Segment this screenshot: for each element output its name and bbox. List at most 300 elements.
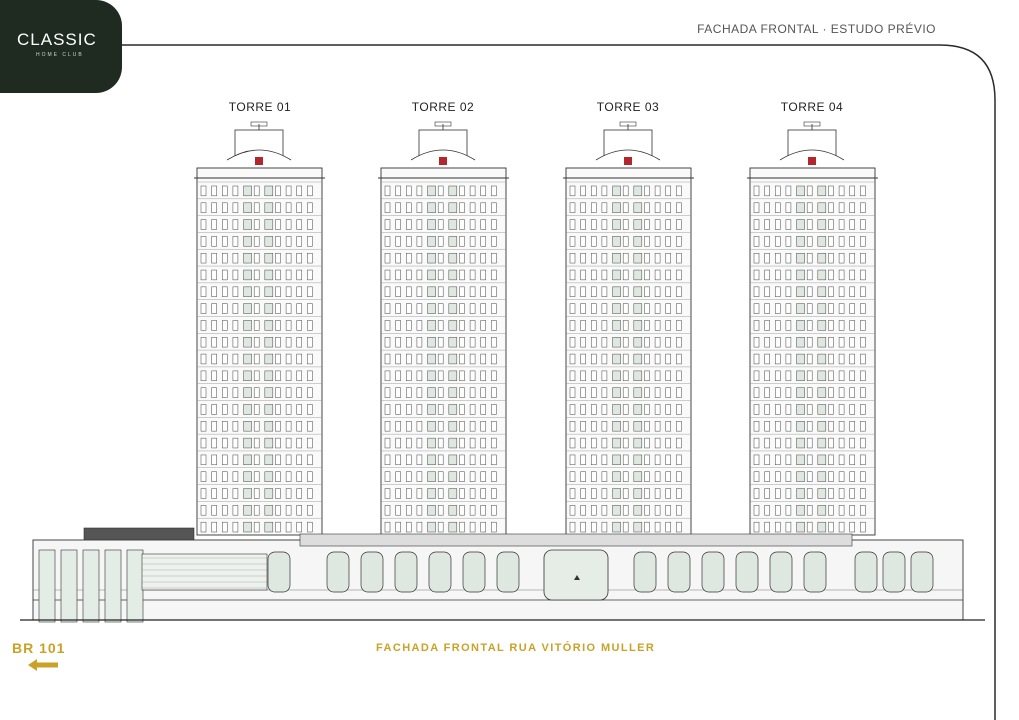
window	[470, 505, 475, 515]
window	[254, 438, 259, 448]
window	[212, 320, 217, 330]
balcony	[265, 522, 273, 532]
balcony	[449, 287, 457, 297]
window	[839, 354, 844, 364]
tower-label-01: TORRE 01	[228, 100, 292, 114]
window	[828, 405, 833, 415]
window	[807, 438, 812, 448]
window	[385, 236, 390, 246]
window	[765, 455, 770, 465]
window	[275, 320, 280, 330]
window	[623, 270, 628, 280]
window	[775, 388, 780, 398]
window	[417, 505, 422, 515]
window	[307, 203, 312, 213]
window	[839, 203, 844, 213]
window	[438, 522, 443, 532]
window	[786, 287, 791, 297]
window	[307, 236, 312, 246]
window	[591, 320, 596, 330]
balcony	[244, 371, 252, 381]
window	[666, 320, 671, 330]
balcony	[818, 371, 826, 381]
window	[655, 371, 660, 381]
window	[233, 203, 238, 213]
window	[286, 522, 291, 532]
window	[786, 388, 791, 398]
arched-window	[668, 552, 690, 592]
window	[254, 405, 259, 415]
window	[307, 220, 312, 230]
window	[602, 405, 607, 415]
window	[222, 320, 227, 330]
window	[860, 304, 865, 314]
window	[406, 505, 411, 515]
window	[385, 455, 390, 465]
window	[807, 337, 812, 347]
window	[254, 472, 259, 482]
window	[307, 489, 312, 499]
window	[591, 438, 596, 448]
window	[417, 220, 422, 230]
window	[786, 489, 791, 499]
window	[775, 522, 780, 532]
window	[212, 388, 217, 398]
balcony	[449, 438, 457, 448]
window	[765, 522, 770, 532]
balcony	[265, 405, 273, 415]
window	[644, 304, 649, 314]
balcony	[265, 455, 273, 465]
balcony	[613, 438, 621, 448]
balcony	[797, 421, 805, 431]
window	[481, 438, 486, 448]
window	[591, 354, 596, 364]
window	[765, 489, 770, 499]
window	[286, 489, 291, 499]
window	[602, 472, 607, 482]
window	[786, 203, 791, 213]
window	[765, 371, 770, 381]
window	[850, 354, 855, 364]
window	[385, 304, 390, 314]
window	[275, 253, 280, 263]
balcony	[634, 320, 642, 330]
window	[786, 253, 791, 263]
balcony	[818, 421, 826, 431]
balcony	[449, 388, 457, 398]
window	[254, 371, 259, 381]
window	[481, 472, 486, 482]
window	[275, 186, 280, 196]
window	[807, 388, 812, 398]
window	[438, 287, 443, 297]
balcony	[244, 287, 252, 297]
window	[212, 186, 217, 196]
balcony	[428, 236, 436, 246]
window	[297, 220, 302, 230]
window	[286, 287, 291, 297]
window	[297, 186, 302, 196]
window	[828, 337, 833, 347]
window	[385, 320, 390, 330]
window	[222, 388, 227, 398]
window	[623, 304, 628, 314]
window	[481, 220, 486, 230]
window	[307, 522, 312, 532]
window	[286, 236, 291, 246]
window	[417, 371, 422, 381]
window	[623, 438, 628, 448]
window	[786, 371, 791, 381]
window	[850, 203, 855, 213]
window	[212, 287, 217, 297]
window	[581, 354, 586, 364]
window	[655, 236, 660, 246]
balcony	[797, 220, 805, 230]
balcony	[634, 186, 642, 196]
window	[233, 371, 238, 381]
balcony	[244, 304, 252, 314]
window	[459, 186, 464, 196]
balcony	[244, 220, 252, 230]
balcony	[818, 405, 826, 415]
window	[491, 489, 496, 499]
window	[655, 203, 660, 213]
window	[666, 236, 671, 246]
window	[839, 472, 844, 482]
balcony	[634, 371, 642, 381]
window	[581, 236, 586, 246]
window	[481, 236, 486, 246]
window	[286, 354, 291, 364]
window	[676, 320, 681, 330]
window	[754, 304, 759, 314]
window	[655, 287, 660, 297]
window	[570, 455, 575, 465]
window	[807, 421, 812, 431]
window	[491, 354, 496, 364]
balcony	[428, 354, 436, 364]
window	[470, 354, 475, 364]
window	[396, 371, 401, 381]
window	[254, 220, 259, 230]
window	[286, 438, 291, 448]
window	[307, 337, 312, 347]
window	[254, 304, 259, 314]
window	[254, 253, 259, 263]
window	[644, 522, 649, 532]
window	[286, 320, 291, 330]
window	[212, 421, 217, 431]
balcony	[449, 203, 457, 213]
window	[850, 371, 855, 381]
window	[786, 472, 791, 482]
window	[786, 304, 791, 314]
window	[775, 421, 780, 431]
window	[754, 354, 759, 364]
balcony	[797, 203, 805, 213]
window	[470, 438, 475, 448]
window	[775, 455, 780, 465]
window	[676, 371, 681, 381]
balcony	[244, 270, 252, 280]
window	[406, 337, 411, 347]
window	[222, 505, 227, 515]
window	[417, 337, 422, 347]
window	[666, 472, 671, 482]
window	[201, 505, 206, 515]
window	[470, 220, 475, 230]
window	[754, 337, 759, 347]
window	[459, 489, 464, 499]
window	[602, 220, 607, 230]
window	[396, 421, 401, 431]
balcony	[634, 421, 642, 431]
window	[655, 337, 660, 347]
window	[860, 236, 865, 246]
window	[602, 203, 607, 213]
window	[491, 253, 496, 263]
window	[222, 186, 227, 196]
balcony	[634, 220, 642, 230]
window	[233, 472, 238, 482]
window	[786, 186, 791, 196]
window	[212, 455, 217, 465]
balcony	[244, 421, 252, 431]
window	[297, 405, 302, 415]
window	[570, 354, 575, 364]
window	[754, 388, 759, 398]
window	[860, 270, 865, 280]
window	[438, 253, 443, 263]
window	[839, 304, 844, 314]
window	[406, 371, 411, 381]
window	[644, 287, 649, 297]
balcony	[428, 220, 436, 230]
balcony	[797, 489, 805, 499]
balcony	[797, 505, 805, 515]
window	[666, 505, 671, 515]
window	[212, 489, 217, 499]
window	[491, 337, 496, 347]
window	[233, 505, 238, 515]
window	[839, 505, 844, 515]
balcony	[244, 186, 252, 196]
window	[222, 236, 227, 246]
window	[765, 388, 770, 398]
window	[754, 220, 759, 230]
window	[676, 253, 681, 263]
balcony	[244, 236, 252, 246]
balcony	[818, 455, 826, 465]
balcony	[244, 505, 252, 515]
logo-subtitle: HOME CLUB	[36, 52, 84, 58]
balcony	[244, 438, 252, 448]
window	[201, 388, 206, 398]
window	[417, 455, 422, 465]
window	[860, 253, 865, 263]
arched-window	[883, 552, 905, 592]
window	[850, 505, 855, 515]
window	[860, 455, 865, 465]
window	[396, 489, 401, 499]
balcony	[634, 455, 642, 465]
window	[807, 186, 812, 196]
window	[570, 186, 575, 196]
window	[417, 438, 422, 448]
window	[591, 270, 596, 280]
window	[666, 522, 671, 532]
window	[254, 455, 259, 465]
window	[655, 186, 660, 196]
balcony	[449, 320, 457, 330]
window	[406, 186, 411, 196]
column-bay	[83, 550, 99, 622]
window	[676, 287, 681, 297]
window	[459, 304, 464, 314]
balcony	[449, 220, 457, 230]
tower-emblem	[808, 157, 816, 165]
window	[591, 236, 596, 246]
window	[438, 421, 443, 431]
window	[860, 438, 865, 448]
window	[666, 455, 671, 465]
window	[623, 203, 628, 213]
window	[676, 455, 681, 465]
window	[297, 320, 302, 330]
window	[602, 236, 607, 246]
window	[201, 320, 206, 330]
window	[860, 337, 865, 347]
window	[591, 505, 596, 515]
window	[254, 421, 259, 431]
balcony	[797, 186, 805, 196]
window	[775, 489, 780, 499]
window	[828, 505, 833, 515]
window	[860, 522, 865, 532]
window	[591, 421, 596, 431]
window	[406, 236, 411, 246]
window	[828, 320, 833, 330]
window	[201, 438, 206, 448]
window	[233, 489, 238, 499]
window	[307, 270, 312, 280]
window	[807, 253, 812, 263]
window	[850, 489, 855, 499]
balcony	[428, 489, 436, 499]
balcony	[244, 455, 252, 465]
window	[275, 220, 280, 230]
window	[570, 270, 575, 280]
window	[459, 354, 464, 364]
window	[396, 220, 401, 230]
window	[233, 253, 238, 263]
window	[676, 186, 681, 196]
window	[481, 320, 486, 330]
window	[438, 186, 443, 196]
balcony	[797, 438, 805, 448]
window	[655, 455, 660, 465]
balcony	[818, 287, 826, 297]
window	[765, 304, 770, 314]
window	[623, 371, 628, 381]
window	[602, 522, 607, 532]
window	[491, 186, 496, 196]
window	[459, 337, 464, 347]
window	[222, 405, 227, 415]
window	[297, 421, 302, 431]
window	[222, 354, 227, 364]
balcony	[265, 270, 273, 280]
window	[602, 455, 607, 465]
window	[581, 505, 586, 515]
window	[807, 371, 812, 381]
window	[676, 405, 681, 415]
window	[275, 371, 280, 381]
window	[406, 489, 411, 499]
window	[212, 220, 217, 230]
balcony	[265, 287, 273, 297]
balcony	[449, 371, 457, 381]
window	[307, 304, 312, 314]
balcony	[265, 236, 273, 246]
window	[644, 421, 649, 431]
window	[828, 489, 833, 499]
window	[222, 287, 227, 297]
balcony	[265, 354, 273, 364]
window	[286, 186, 291, 196]
window	[307, 253, 312, 263]
window	[655, 320, 660, 330]
column-bay	[127, 550, 143, 622]
window	[591, 220, 596, 230]
window	[286, 405, 291, 415]
window	[655, 438, 660, 448]
balcony	[449, 505, 457, 515]
window	[655, 354, 660, 364]
window	[233, 304, 238, 314]
window	[201, 421, 206, 431]
window	[828, 253, 833, 263]
window	[786, 270, 791, 280]
window	[839, 186, 844, 196]
balcony	[428, 505, 436, 515]
window	[481, 337, 486, 347]
window	[459, 505, 464, 515]
window	[275, 405, 280, 415]
balcony	[449, 253, 457, 263]
balcony	[818, 354, 826, 364]
window	[481, 354, 486, 364]
balcony	[265, 186, 273, 196]
balcony	[634, 337, 642, 347]
arched-window	[463, 552, 485, 592]
window	[481, 405, 486, 415]
window	[459, 455, 464, 465]
window	[623, 472, 628, 482]
window	[839, 371, 844, 381]
window	[655, 388, 660, 398]
arched-window	[361, 552, 383, 592]
window	[438, 489, 443, 499]
window	[233, 405, 238, 415]
balcony	[244, 337, 252, 347]
window	[307, 287, 312, 297]
balcony	[428, 438, 436, 448]
window	[602, 337, 607, 347]
balcony	[265, 320, 273, 330]
